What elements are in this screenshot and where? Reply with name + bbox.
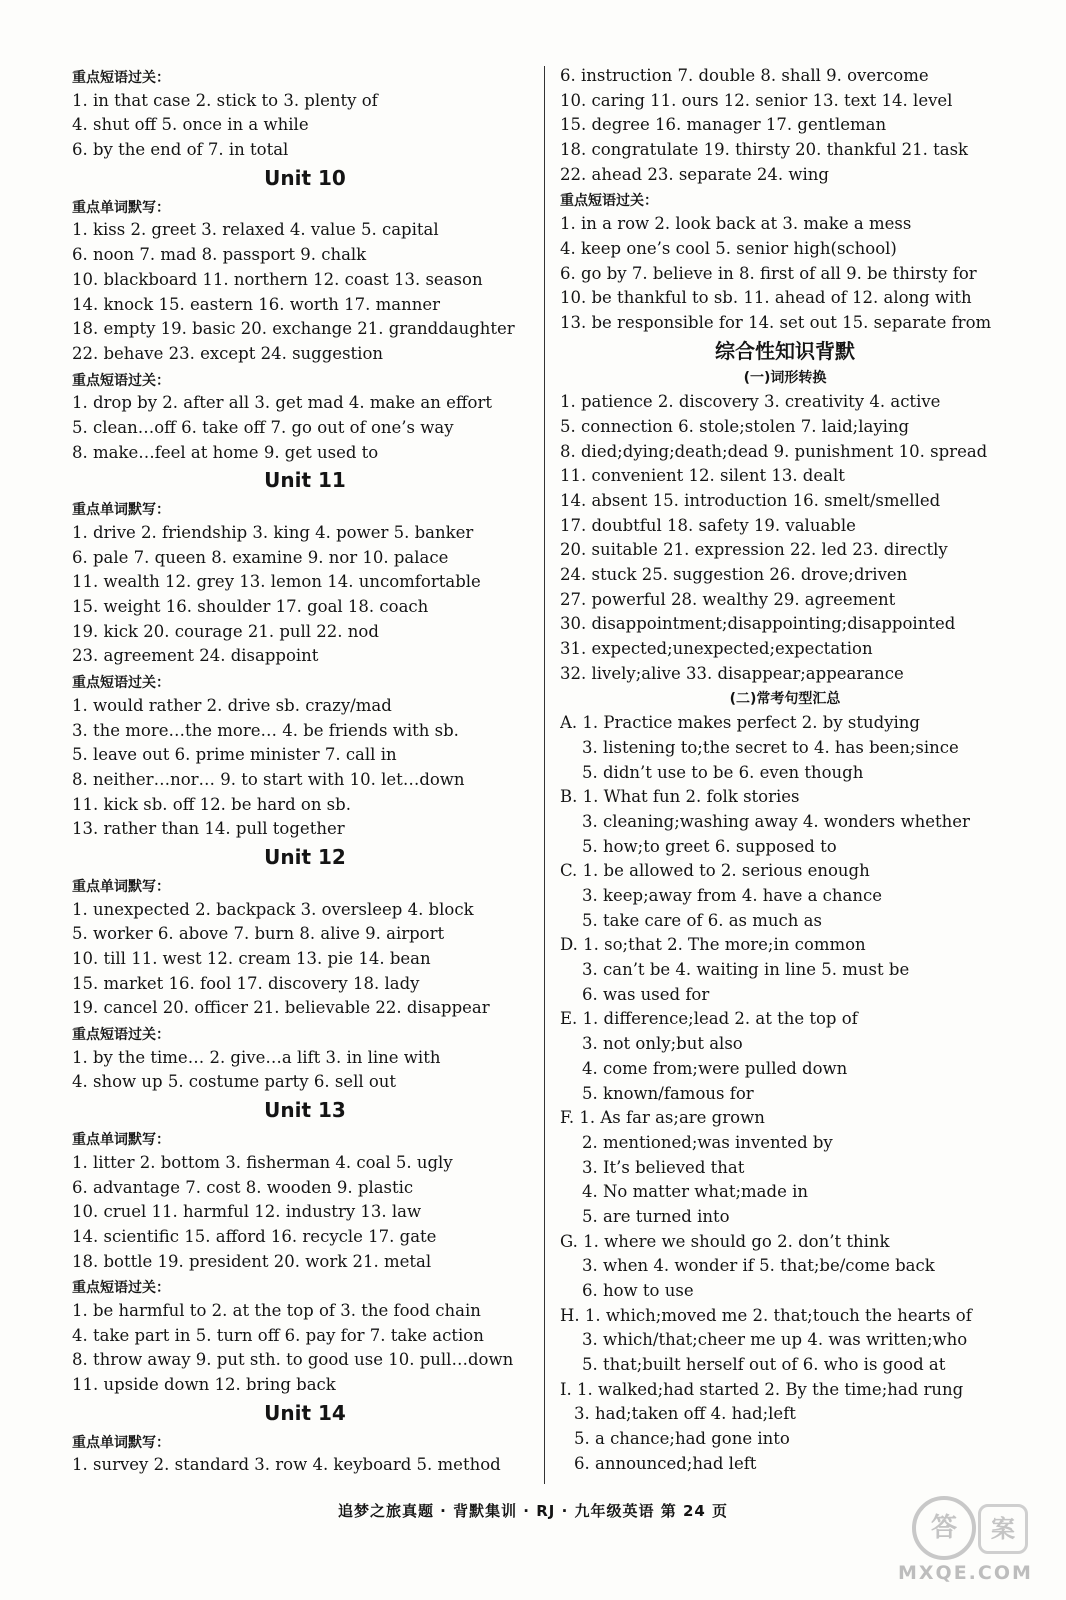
answer-line: 6. advantage 7. cost 8. wooden 9. plastic: [72, 1177, 414, 1197]
left-column: [72, 64, 538, 1478]
sentence-text: 5. how;to greet 6. supposed to: [582, 836, 837, 856]
answer-line: 6. noon 7. mad 8. passport 9. chalk: [72, 245, 367, 265]
answer-line: 5. connection 6. stole;stolen 7. laid;laying: [560, 416, 910, 436]
sentence-line: H. 1. which;moved me 2. that;touch the hearts of: [560, 1305, 972, 1325]
sentence-text: 1. be allowed to 2. serious enough: [582, 861, 870, 881]
section-label: 重点短语过关：: [72, 675, 170, 692]
sentence-text: 1. so;that 2. The more;in common: [583, 935, 866, 955]
sentence-line: [560, 884, 1010, 909]
answer-line: 10. cruel 11. harmful 12. industry 13. law: [72, 1202, 422, 1222]
answer-line: 5. clean…off 6. take off 7. go out of one’s way: [72, 417, 454, 437]
sentence-text: 5. take care of 6. as much as: [582, 910, 822, 930]
right-column: [560, 64, 1010, 1477]
answer-line: 13. rather than 14. pull together: [72, 819, 345, 839]
answer-line: 10. till 11. west 12. cream 13. pie 14. bean: [72, 949, 431, 968]
answer-line: 15. weight 16. shoulder 17. goal 18. coach: [72, 597, 429, 617]
watermark-seal-2: 案: [978, 1504, 1028, 1554]
sentence-line: [560, 958, 1010, 983]
sentence-line: [560, 1156, 1010, 1181]
sentence-text: 4. come from;were pulled down: [582, 1058, 848, 1078]
page-footer: 追梦之旅真题 · 背默集训 · RJ · 九年级英语 第 24 页: [337, 1502, 729, 1520]
answer-line: 23. agreement 24. disappoint: [72, 646, 319, 666]
sentence-line: [560, 1254, 1010, 1279]
answer-line: 14. scientific 15. afford 16. recycle 17. gate: [72, 1226, 437, 1246]
sentence-text: 1. where we should go 2. don’t think: [583, 1231, 890, 1251]
answer-line: 5. leave out 6. prime minister 7. call in: [72, 745, 397, 765]
answer-line: 4. keep one’s cool 5. senior high(school): [560, 238, 897, 258]
sentence-line: [560, 1353, 1010, 1378]
watermark-seal-1: 答: [912, 1496, 976, 1560]
answer-line: 14. absent 15. introduction 16. smelt/smelled: [560, 491, 941, 510]
answer-line: 24. stuck 25. suggestion 26. drove;driven: [560, 565, 908, 585]
sentence-line: [560, 983, 1010, 1008]
sentence-line: F. 1. As far as;are grown: [560, 1108, 765, 1128]
answer-line: 6. instruction 7. double 8. shall 9. overcome: [560, 66, 929, 85]
answer-line: 10. be thankful to sb. 11. ahead of 12. along with: [560, 288, 972, 308]
unit-heading: Unit 11: [264, 468, 346, 493]
sentence-text: 2. mentioned;was invented by: [582, 1132, 833, 1152]
sentence-line: A. 1. Practice makes perfect 2. by studying: [560, 713, 920, 733]
sentence-line: E. 1. difference;lead 2. at the top of: [560, 1009, 858, 1029]
answer-line: 32. lively;alive 33. disappear;appearance: [560, 663, 904, 683]
sentence-line: B. 1. What fun 2. folk stories: [560, 787, 800, 807]
group-letter: C: [560, 861, 573, 881]
column-divider: [544, 66, 545, 1484]
answer-line: 1. patience 2. discovery 3. creativity 4. active: [560, 392, 941, 412]
answer-line: 4. take part in 5. turn off 6. pay for 7. take action: [72, 1325, 484, 1345]
section-label: 重点单词默写：: [72, 199, 170, 216]
answer-line: 6. by the end of 7. in total: [72, 140, 289, 160]
group-letter: B: [560, 787, 573, 807]
section-label: 重点短语过关：: [560, 193, 658, 210]
sentence-line: [560, 1205, 1010, 1230]
sentence-line: [560, 1032, 1010, 1057]
group-letter: G: [560, 1231, 573, 1251]
watermark-site: MXQE.COM: [898, 1562, 1033, 1584]
section-label: 重点短语过关：: [72, 372, 170, 389]
answer-line: 11. convenient 12. silent 13. dealt: [560, 466, 845, 486]
sentence-text: 5. are turned into: [582, 1206, 730, 1226]
answer-line: 15. market 16. fool 17. discovery 18. lady: [72, 973, 420, 993]
answer-line: 8. neither…nor… 9. to start with 10. let…down: [72, 769, 465, 789]
answer-line: 1. litter 2. bottom 3. fisherman 4. coal 5. ugly: [72, 1152, 453, 1172]
unit-heading: Unit 10: [264, 165, 346, 190]
sentence-line: [560, 1279, 1010, 1304]
answer-line: 20. suitable 21. expression 22. led 23. directly: [560, 540, 948, 560]
section-label: 重点短语过关：: [72, 1027, 170, 1044]
sentence-line: [560, 1328, 1010, 1353]
answer-line: 1. would rather 2. drive sb. crazy/mad: [72, 695, 392, 715]
sentence-line: D. 1. so;that 2. The more;in common: [560, 935, 866, 955]
answer-line: 14. knock 15. eastern 16. worth 17. manner: [72, 294, 441, 314]
answer-line: 19. cancel 20. officer 21. believable 22. disappear: [72, 998, 490, 1018]
answer-line: 1. in that case 2. stick to 3. plenty of: [72, 90, 378, 110]
section-label: 重点单词默写：: [72, 502, 170, 519]
sentence-text: 1. As far as;are grown: [579, 1108, 765, 1128]
sentence-text: 1. Practice makes perfect 2. by studying: [582, 713, 920, 733]
answer-line: 1. drive 2. friendship 3. king 4. power 5. banker: [72, 523, 474, 542]
section-label: 重点短语过关：: [72, 1280, 170, 1297]
sentence-line: [560, 1057, 1010, 1082]
sentence-line: C. 1. be allowed to 2. serious enough: [560, 861, 870, 881]
answer-line: 27. powerful 28. wealthy 29. agreement: [560, 589, 896, 609]
group-letter: F: [560, 1108, 569, 1128]
answer-line: 1. unexpected 2. backpack 3. oversleep 4. block: [72, 899, 474, 919]
answer-line: 19. kick 20. courage 21. pull 22. nod: [72, 621, 379, 641]
section-title: 综合性知识背默: [715, 338, 855, 363]
answer-line: 5. worker 6. above 7. burn 8. alive 9. airport: [72, 924, 445, 944]
sentence-line: G. 1. where we should go 2. don’t think: [560, 1231, 890, 1251]
answer-line: 4. show up 5. costume party 6. sell out: [72, 1072, 397, 1092]
sentence-text: 1. walked;had started 2. By the time;had rung: [577, 1379, 964, 1399]
answer-line: 4. shut off 5. once in a while: [72, 115, 309, 135]
sentence-line: [560, 1452, 1010, 1477]
unit-heading: Unit 14: [264, 1400, 346, 1425]
answer-line: 30. disappointment;disappointing;disappointed: [560, 614, 956, 634]
answer-line: 1. by the time… 2. give…a lift 3. in line with: [72, 1047, 441, 1067]
sentence-text: 5. known/famous for: [582, 1083, 754, 1103]
answer-line: 22. behave 23. except 24. suggestion: [72, 343, 384, 363]
sentence-text: 3. which/that;cheer me up 4. was written;who: [582, 1330, 968, 1350]
sentence-line: [560, 810, 1010, 835]
subsection-title: (一)词形转换: [743, 369, 827, 386]
sentence-line: [560, 1131, 1010, 1156]
sentence-text: 3. It’s believed that: [582, 1157, 745, 1177]
sentence-line: [560, 909, 1010, 934]
sentence-text: 3. had;taken off 4. had;left: [574, 1404, 796, 1424]
group-letter: H: [560, 1305, 575, 1325]
answer-line: 1. drop by 2. after all 3. get mad 4. make an effort: [72, 393, 493, 413]
sentence-line: [560, 1180, 1010, 1205]
sentence-text: 6. announced;had left: [574, 1453, 757, 1473]
answer-line: 31. expected;unexpected;expectation: [560, 639, 873, 659]
sentence-line: [560, 761, 1010, 786]
group-letter: E: [560, 1009, 573, 1029]
sentence-text: 5. a chance;had gone into: [574, 1429, 790, 1449]
subsection-title: (二)常考句型汇总: [729, 690, 841, 707]
answer-line: 10. caring 11. ours 12. senior 13. text 14. level: [560, 90, 953, 110]
answer-line: 8. make…feel at home 9. get used to: [72, 442, 379, 462]
section-label: 重点单词默写：: [72, 1132, 170, 1149]
sentence-line: [560, 1082, 1010, 1107]
answer-line: 11. upside down 12. bring back: [72, 1375, 336, 1394]
sentence-text: 4. No matter what;made in: [582, 1182, 808, 1202]
answer-line: 22. ahead 23. separate 24. wing: [560, 164, 829, 184]
answer-line: 18. empty 19. basic 20. exchange 21. granddaughter: [72, 319, 515, 339]
sentence-line: [560, 1402, 1010, 1427]
group-letter: I: [560, 1379, 567, 1399]
sentence-text: 3. not only;but also: [582, 1034, 743, 1054]
unit-heading: Unit 13: [264, 1098, 346, 1123]
answer-line: 3. the more…the more… 4. be friends with sb.: [72, 720, 459, 740]
answer-line: 1. kiss 2. greet 3. relaxed 4. value 5. capital: [72, 220, 439, 240]
answer-line: 11. kick sb. off 12. be hard on sb.: [72, 794, 351, 814]
sentence-text: 6. was used for: [582, 984, 710, 1004]
answer-line: 6. pale 7. queen 8. examine 9. nor 10. palace: [72, 547, 449, 567]
answer-line: 1. survey 2. standard 3. row 4. keyboard 5. method: [72, 1455, 501, 1475]
watermark-logo: [892, 1496, 1042, 1586]
answer-line: 13. be responsible for 14. set out 15. separate from: [560, 312, 992, 332]
answer-line: 11. wealth 12. grey 13. lemon 14. uncomfortable: [72, 572, 481, 592]
unit-heading: Unit 12: [264, 844, 346, 869]
answer-line: 10. blackboard 11. northern 12. coast 13. season: [72, 269, 483, 289]
sentence-text: 3. keep;away from 4. have a chance: [582, 886, 883, 905]
sentence-text: 3. listening to;the secret to 4. has been;since: [582, 737, 959, 757]
sentence-text: 3. when 4. wonder if 5. that;be/come back: [582, 1256, 935, 1276]
answer-line: 1. be harmful to 2. at the top of 3. the food chain: [72, 1300, 481, 1320]
sentence-text: 3. cleaning;washing away 4. wonders whether: [582, 811, 970, 831]
answer-line: 15. degree 16. manager 17. gentleman: [560, 115, 887, 135]
sentence-text: 1. which;moved me 2. that;touch the hearts of: [584, 1305, 972, 1325]
answer-line: 8. throw away 9. put sth. to good use 10. pull…down: [72, 1350, 514, 1370]
sentence-text: 3. can’t be 4. waiting in line 5. must be: [582, 960, 910, 980]
sentence-text: 1. What fun 2. folk stories: [582, 787, 800, 807]
section-label: 重点单词默写：: [72, 878, 170, 895]
sentence-line: [560, 835, 1010, 860]
sentence-line: I. 1. walked;had started 2. By the time;had rung: [560, 1379, 964, 1399]
answer-line: 6. go by 7. believe in 8. first of all 9. be thirsty for: [560, 263, 977, 283]
answer-line: 8. died;dying;death;dead 9. punishment 10. spread: [560, 441, 988, 461]
answer-line: 17. doubtful 18. safety 19. valuable: [560, 515, 856, 535]
sentence-text: 6. how to use: [582, 1281, 694, 1300]
section-label: 重点单词默写：: [72, 1434, 170, 1451]
sentence-line: [560, 736, 1010, 761]
sentence-line: [560, 1427, 1010, 1452]
section-label: 重点短语过关：: [72, 70, 170, 86]
sentence-text: 1. difference;lead 2. at the top of: [582, 1009, 858, 1029]
answer-line: 1. in a row 2. look back at 3. make a mess: [560, 214, 912, 234]
sentence-text: 5. that;built herself out of 6. who is good at: [582, 1355, 946, 1375]
group-letter: D: [560, 935, 573, 955]
sentence-text: 5. didn’t use to be 6. even though: [582, 762, 864, 782]
group-letter: A: [560, 713, 572, 733]
answer-line: 18. congratulate 19. thirsty 20. thankful 21. task: [560, 140, 969, 160]
answer-line: 18. bottle 19. president 20. work 21. metal: [72, 1251, 432, 1271]
